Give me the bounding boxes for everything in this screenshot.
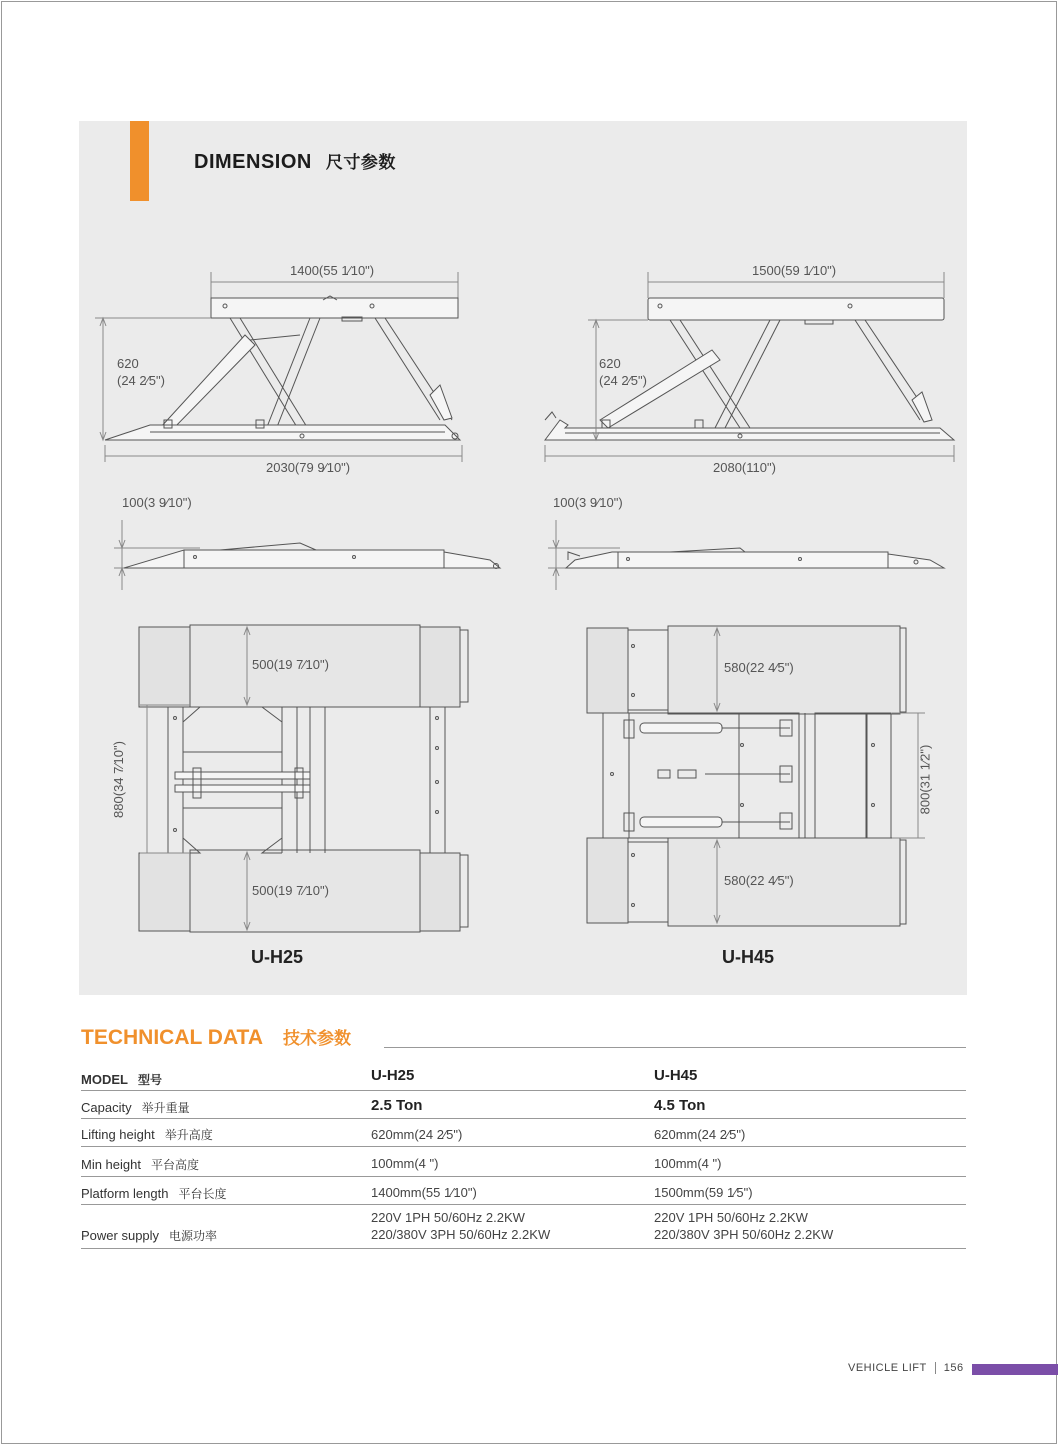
spec-value-uh45-line1: 220V 1PH 50/60Hz 2.2KW (654, 1210, 808, 1225)
spec-value-uh25: U-H25 (371, 1067, 415, 1084)
dimension-title-en: DIMENSION (194, 151, 312, 173)
spec-value-uh45-line2: 220/380V 3PH 50/60Hz 2.2KW (654, 1227, 834, 1242)
uh25-model-name: U-H25 (251, 947, 304, 967)
technical-title-rule (384, 1047, 966, 1048)
spec-label-en: Lifting height (81, 1127, 155, 1142)
spec-row-lifting-height (81, 1119, 966, 1147)
uh45-lift-height-label-1: 620 (599, 356, 621, 371)
uh45-low-view (548, 520, 944, 590)
spec-label-cn: 举升高度 (164, 1128, 213, 1142)
spec-row-min-height (81, 1147, 966, 1177)
uh45-base-length-label: 2080(110") (713, 460, 776, 475)
spec-value-uh25: 620mm(24 2⁄5") (371, 1127, 463, 1142)
spec-label (81, 1099, 190, 1116)
spec-value-uh45: 1500mm(59 1⁄5") (654, 1185, 753, 1200)
spec-label-cn: 举升重量 (141, 1101, 190, 1115)
spec-row-power-supply (81, 1205, 966, 1249)
uh45-platform-width-label-1: 580(22 4⁄5") (724, 660, 794, 675)
spec-label (81, 1156, 199, 1173)
footer-page-number: 156 (943, 1362, 964, 1374)
spec-label (81, 1185, 226, 1202)
spec-label (81, 1227, 217, 1244)
uh45-platform-width-label-2: 580(22 4⁄5") (724, 873, 794, 888)
uh45-min-height-label: 100(3 9⁄10") (553, 495, 623, 510)
spec-label (81, 1126, 213, 1143)
uh25-lift-height-label-1: 620 (117, 356, 139, 371)
spec-row-model (81, 1066, 966, 1091)
spec-value-uh45: U-H45 (654, 1067, 698, 1084)
technical-data-title (81, 1024, 351, 1050)
uh25-outer-width-label: 880(34 7⁄10") (110, 741, 126, 818)
uh25-top-width-label: 1400(55 1⁄10") (290, 263, 375, 278)
spec-value-uh25-line2: 220/380V 3PH 50/60Hz 2.2KW (371, 1227, 551, 1242)
uh25-low-view (114, 520, 500, 590)
uh25-side-view (95, 272, 462, 462)
spec-label-en: MODEL (81, 1072, 128, 1087)
uh45-outer-width-label: 800(31 1⁄2") (917, 744, 933, 815)
uh45-top-width-label: 1500(59 1⁄10") (752, 263, 837, 278)
spec-value-uh25: 2.5 Ton (371, 1097, 423, 1114)
spec-value-uh25: 1400mm(55 1⁄10") (371, 1185, 477, 1200)
footer-accent-bar (972, 1364, 1058, 1375)
footer-separator (935, 1362, 936, 1374)
spec-value-uh45: 100mm(4 ") (654, 1156, 722, 1171)
uh45-lift-height-label-2: (24 2⁄5") (599, 373, 647, 388)
page-footer (848, 1362, 964, 1374)
uh25-min-height-label: 100(3 9⁄10") (122, 495, 192, 510)
spec-value-uh45: 620mm(24 2⁄5") (654, 1127, 746, 1142)
uh25-platform-width-label-1: 500(19 7⁄10") (252, 657, 329, 672)
spec-label-en: Platform length (81, 1186, 169, 1201)
uh45-model-name: U-H45 (722, 947, 775, 967)
technical-title-cn: 技术参数 (283, 1029, 351, 1048)
spec-label-cn: 型号 (137, 1073, 162, 1087)
uh25-base-length-label: 2030(79 9⁄10") (266, 460, 351, 475)
spec-label-en: Min height (81, 1157, 141, 1172)
spec-label-cn: 平台长度 (178, 1187, 227, 1201)
spec-label-en: Power supply (81, 1228, 160, 1243)
spec-row-capacity (81, 1091, 966, 1119)
spec-row-platform-length (81, 1177, 966, 1205)
spec-label-cn: 电源功率 (169, 1229, 218, 1243)
uh25-lift-height-label-2: (24 2⁄5") (117, 373, 165, 388)
technical-title-en: TECHNICAL DATA (81, 1026, 263, 1049)
dimension-title-cn: 尺寸参数 (325, 153, 396, 172)
spec-value-uh25-line1: 220V 1PH 50/60Hz 2.2KW (371, 1210, 525, 1225)
spec-label (81, 1071, 162, 1088)
spec-value-uh25: 100mm(4 ") (371, 1156, 439, 1171)
spec-label-en: Capacity (81, 1100, 132, 1115)
spec-label-cn: 平台高度 (150, 1158, 199, 1172)
spec-value-uh45: 4.5 Ton (654, 1097, 706, 1114)
uh25-platform-width-label-2: 500(19 7⁄10") (252, 883, 329, 898)
footer-section-name: VEHICLE LIFT (848, 1362, 927, 1374)
